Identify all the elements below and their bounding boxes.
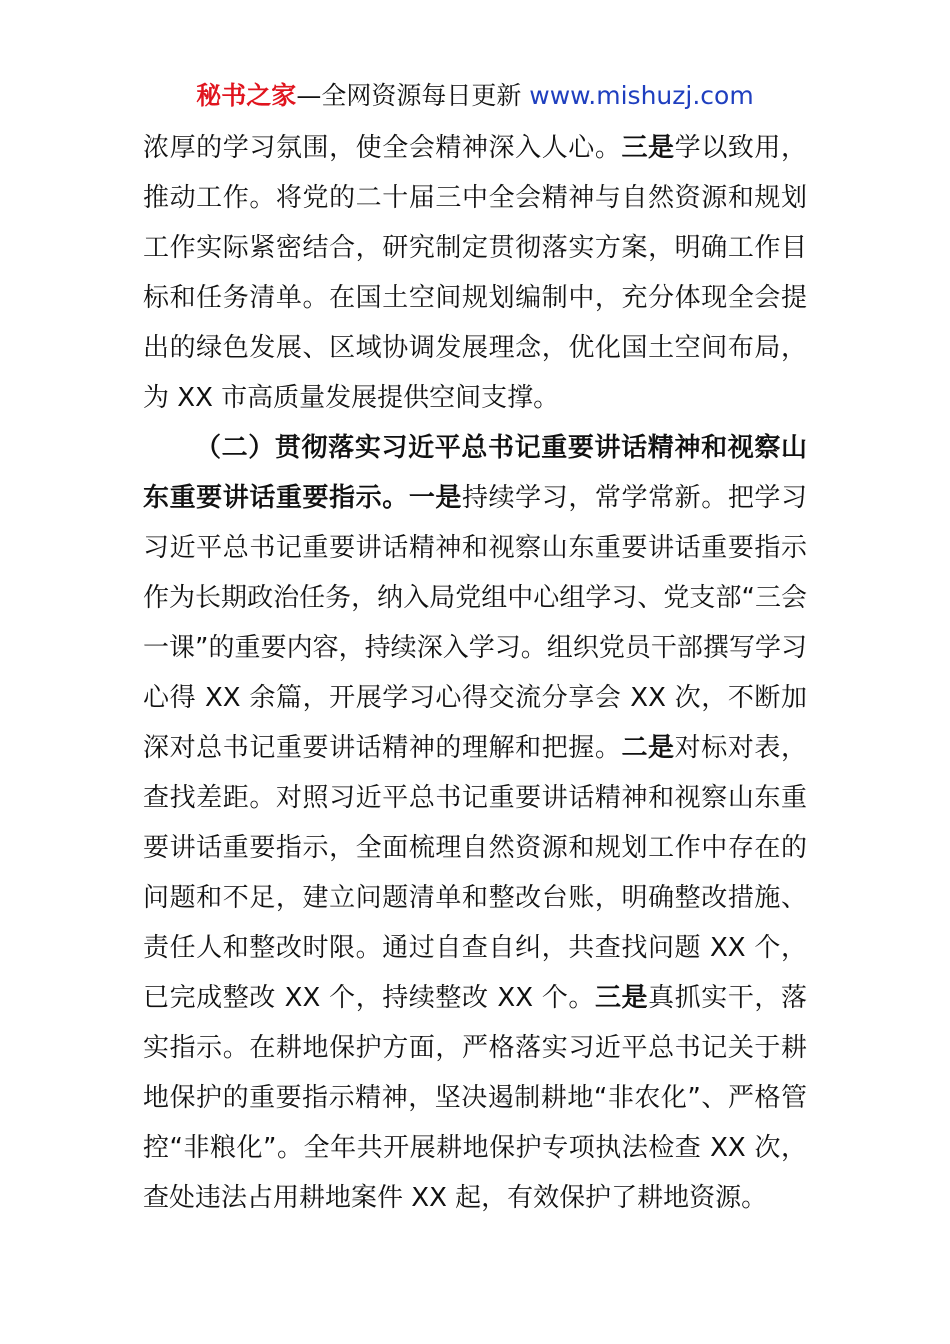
text-span: 对标对表，查找差距。对照习近平总书记重要讲话精神和视察山东重要讲话重要指示，全面梳理自然资源和规划工作中存在的问题和不足，建立问题清单和整改台账，明确整改措施、责任人和整改时限。通过自查自纠，共查找问题 XX 个，已完成整改 XX 个，持续整改 XX 个。 xyxy=(143,733,807,1013)
document-body xyxy=(143,123,807,1223)
bold-marker: 二是 xyxy=(621,733,675,763)
site-header xyxy=(0,78,950,114)
text-span: 浓厚的学习氛围，使全会精神深入人心。 xyxy=(143,133,622,163)
text-span: 持续学习，常学常新。把学习习近平总书记重要讲话精神和视察山东重要讲话重要指示作为长期政治任务，纳入局党组中心组学习、党支部“三会一课”的重要内容，持续深入学习。组织党员干部撰写学习心得 XX 余篇，开展学习心得交流分享会 XX 次，不断加深对总书记重要讲话精神的理解和把握。 xyxy=(143,483,807,763)
paragraph-continuation xyxy=(143,123,807,423)
site-url-link[interactable]: www.mishuzj.com xyxy=(529,81,754,110)
header-tagline: —全网资源每日更新 xyxy=(296,81,530,110)
paragraph-section-two xyxy=(143,423,807,1223)
text-span: 真抓实干，落实指示。在耕地保护方面，严格落实习近平总书记关于耕地保护的重要指示精神，坚决遏制耕地“非农化”、严格管控“非粮化”。全年共开展耕地保护专项执法检查 XX 次，查处违法占用耕地案件 XX 起，有效保护了耕地资源。 xyxy=(143,983,807,1213)
bold-marker: 三是 xyxy=(594,983,649,1013)
brand-name: 秘书之家 xyxy=(196,81,297,110)
bold-marker: 一是 xyxy=(408,483,462,513)
text-span: 学以致用，推动工作。将党的二十届三中全会精神与自然资源和规划工作实际紧密结合，研究制定贯彻落实方案，明确工作目标和任务清单。在国土空间规划编制中，充分体现全会提出的绿色发展、区域协调发展理念，优化国土空间布局，为 XX 市高质量发展提供空间支撑。 xyxy=(143,133,807,413)
bold-marker: 三是 xyxy=(621,133,675,163)
section-heading: （二）贯彻落实习近平总书记重要讲话精神和视察山东重要讲话重要指示。 xyxy=(143,433,807,513)
